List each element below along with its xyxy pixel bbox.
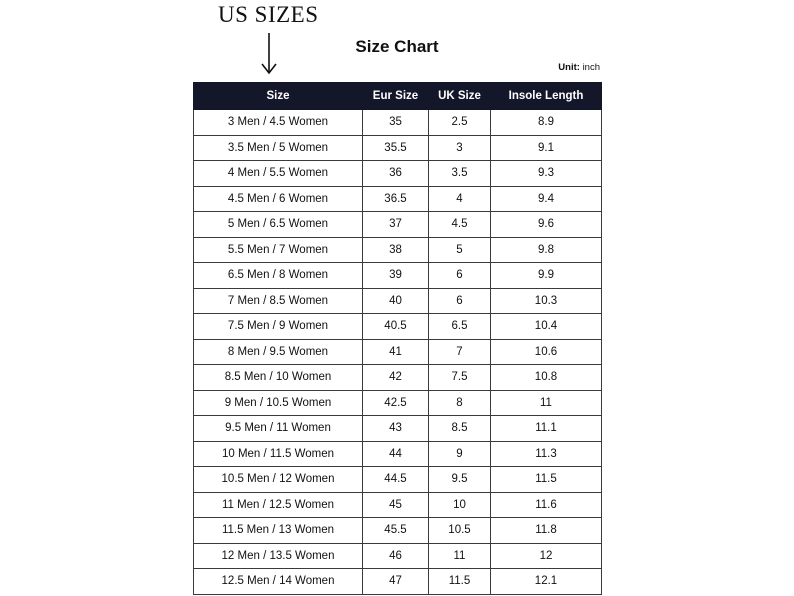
size-cell: 10.5 Men / 12 Women [194, 467, 363, 493]
table-row [194, 390, 602, 416]
eur-size-cell: 43 [363, 416, 429, 442]
insole-length-cell: 11.1 [491, 416, 602, 442]
insole-length-cell: 11.8 [491, 518, 602, 544]
eur-size-cell: 44 [363, 441, 429, 467]
size-cell: 5 Men / 6.5 Women [194, 212, 363, 238]
eur-size-cell: 47 [363, 569, 429, 595]
size-cell: 7 Men / 8.5 Women [194, 288, 363, 314]
eur-size-cell: 38 [363, 237, 429, 263]
size-cell: 8 Men / 9.5 Women [194, 339, 363, 365]
unit-note [558, 62, 600, 73]
unit-value: inch [582, 62, 600, 73]
table-row [194, 569, 602, 595]
table-body [194, 110, 602, 595]
table-row [194, 161, 602, 187]
eur-size-cell: 40.5 [363, 314, 429, 340]
uk-size-cell: 10.5 [429, 518, 491, 544]
uk-size-cell: 7.5 [429, 365, 491, 391]
uk-size-cell: 7 [429, 339, 491, 365]
eur-size-cell: 42 [363, 365, 429, 391]
eur-size-cell: 45.5 [363, 518, 429, 544]
table-header-row [194, 83, 602, 110]
insole-length-cell: 10.8 [491, 365, 602, 391]
eur-size-cell: 45 [363, 492, 429, 518]
eur-size-cell: 42.5 [363, 390, 429, 416]
table-row [194, 135, 602, 161]
insole-length-cell: 11.3 [491, 441, 602, 467]
uk-size-cell: 11.5 [429, 569, 491, 595]
table-row [194, 339, 602, 365]
eur-size-cell: 41 [363, 339, 429, 365]
uk-size-cell: 4.5 [429, 212, 491, 238]
uk-size-cell: 3.5 [429, 161, 491, 187]
insole-length-cell: 12.1 [491, 569, 602, 595]
size-chart-table [193, 82, 602, 595]
us-sizes-annotation: US SIZES [218, 2, 319, 27]
uk-size-cell: 2.5 [429, 110, 491, 136]
eur-size-cell: 36 [363, 161, 429, 187]
size-cell: 8.5 Men / 10 Women [194, 365, 363, 391]
uk-size-cell: 5 [429, 237, 491, 263]
size-cell: 12.5 Men / 14 Women [194, 569, 363, 595]
insole-length-cell: 10.3 [491, 288, 602, 314]
header-size: Size [194, 83, 363, 110]
insole-length-cell: 11.6 [491, 492, 602, 518]
insole-length-cell: 8.9 [491, 110, 602, 136]
eur-size-cell: 37 [363, 212, 429, 238]
size-cell: 11 Men / 12.5 Women [194, 492, 363, 518]
size-cell: 4.5 Men / 6 Women [194, 186, 363, 212]
eur-size-cell: 35 [363, 110, 429, 136]
table-row [194, 416, 602, 442]
size-cell: 7.5 Men / 9 Women [194, 314, 363, 340]
table-row [194, 110, 602, 136]
down-arrow-icon [260, 33, 278, 75]
size-cell: 10 Men / 11.5 Women [194, 441, 363, 467]
insole-length-cell: 11.5 [491, 467, 602, 493]
uk-size-cell: 9 [429, 441, 491, 467]
insole-length-cell: 9.1 [491, 135, 602, 161]
table-row [194, 365, 602, 391]
size-cell: 9.5 Men / 11 Women [194, 416, 363, 442]
size-cell: 9 Men / 10.5 Women [194, 390, 363, 416]
eur-size-cell: 40 [363, 288, 429, 314]
header-eur-size: Eur Size [363, 83, 429, 110]
insole-length-cell: 9.3 [491, 161, 602, 187]
table-row [194, 518, 602, 544]
uk-size-cell: 4 [429, 186, 491, 212]
size-cell: 4 Men / 5.5 Women [194, 161, 363, 187]
uk-size-cell: 3 [429, 135, 491, 161]
table-row [194, 314, 602, 340]
table-row [194, 492, 602, 518]
insole-length-cell: 10.4 [491, 314, 602, 340]
eur-size-cell: 39 [363, 263, 429, 289]
eur-size-cell: 44.5 [363, 467, 429, 493]
insole-length-cell: 9.9 [491, 263, 602, 289]
insole-length-cell: 9.6 [491, 212, 602, 238]
size-cell: 6.5 Men / 8 Women [194, 263, 363, 289]
header-insole-length: Insole Length [491, 83, 602, 110]
size-cell: 3 Men / 4.5 Women [194, 110, 363, 136]
eur-size-cell: 35.5 [363, 135, 429, 161]
insole-length-cell: 11 [491, 390, 602, 416]
insole-length-cell: 10.6 [491, 339, 602, 365]
size-cell: 12 Men / 13.5 Women [194, 543, 363, 569]
table-row [194, 212, 602, 238]
size-cell: 11.5 Men / 13 Women [194, 518, 363, 544]
uk-size-cell: 8 [429, 390, 491, 416]
table-row [194, 543, 602, 569]
table-row [194, 186, 602, 212]
uk-size-cell: 10 [429, 492, 491, 518]
table-row [194, 288, 602, 314]
eur-size-cell: 36.5 [363, 186, 429, 212]
uk-size-cell: 9.5 [429, 467, 491, 493]
size-cell: 3.5 Men / 5 Women [194, 135, 363, 161]
unit-label: Unit: [558, 62, 580, 73]
size-cell: 5.5 Men / 7 Women [194, 237, 363, 263]
header-uk-size: UK Size [429, 83, 491, 110]
table-row [194, 237, 602, 263]
insole-length-cell: 9.8 [491, 237, 602, 263]
table-row [194, 263, 602, 289]
insole-length-cell: 9.4 [491, 186, 602, 212]
uk-size-cell: 6 [429, 263, 491, 289]
insole-length-cell: 12 [491, 543, 602, 569]
table-row [194, 441, 602, 467]
uk-size-cell: 11 [429, 543, 491, 569]
table-row [194, 467, 602, 493]
uk-size-cell: 8.5 [429, 416, 491, 442]
eur-size-cell: 46 [363, 543, 429, 569]
uk-size-cell: 6 [429, 288, 491, 314]
page-title: Size Chart [355, 37, 439, 56]
uk-size-cell: 6.5 [429, 314, 491, 340]
